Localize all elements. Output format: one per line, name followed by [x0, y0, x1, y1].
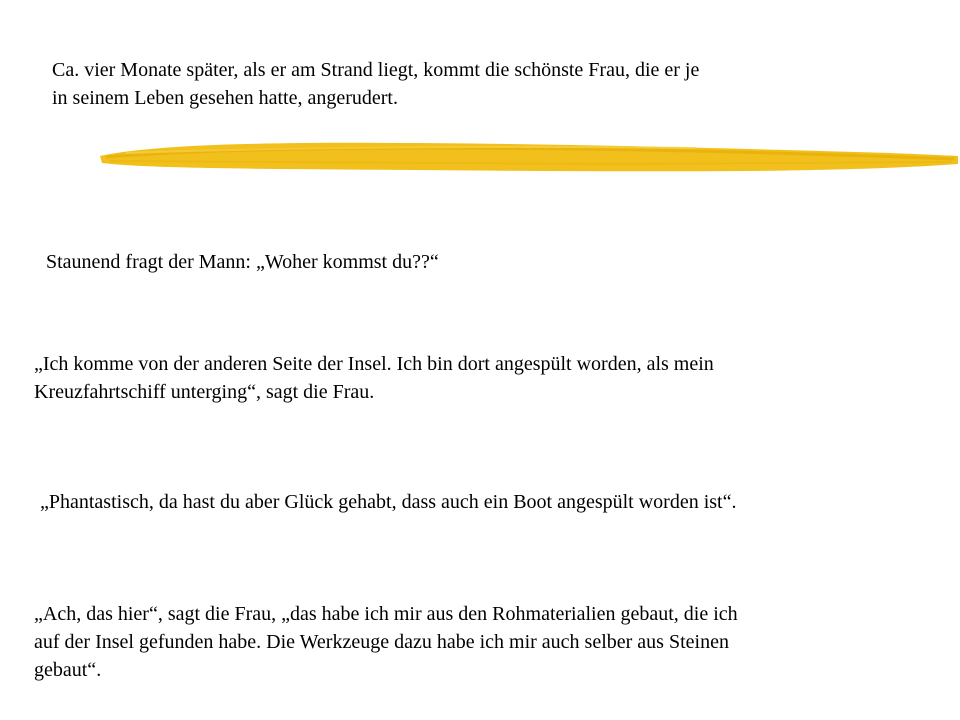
dialogue-question: Staunend fragt der Mann: „Woher kommst du??“: [46, 251, 439, 273]
highlighter-stroke-divider: [96, 134, 960, 178]
dialogue-explanation: „Ach, das hier“, sagt die Frau, „das habe ich mir aus den Rohmaterialien gebaut, die ich auf der Insel gefunden habe. Die Werkzeuge dazu habe ich mir auch selber aus Steinen gebaut“.: [34, 603, 738, 681]
dialogue-reply: „Phantastisch, da hast du aber Glück gehabt, dass auch ein Boot angespült worden ist“.: [40, 491, 737, 513]
dialogue-answer: „Ich komme von der anderen Seite der Insel. Ich bin dort angespült worden, als mein Kreuzfahrtschiff unterging“, sagt die Frau.: [34, 353, 714, 403]
highlighter-brush-stroke: [100, 143, 958, 171]
narration-paragraph: Ca. vier Monate später, als er am Strand liegt, kommt die schönste Frau, die er je in seinem Leben gesehen hatte, angerudert.: [52, 59, 700, 109]
